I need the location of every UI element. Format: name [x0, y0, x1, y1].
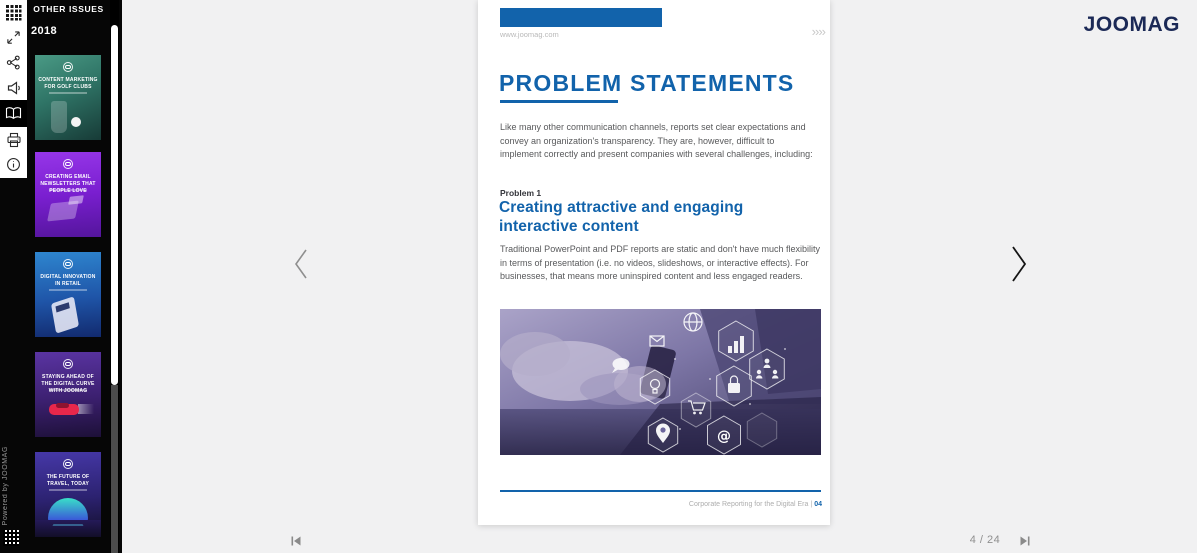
footer-text: Corporate Reporting for the Digital Era: [688, 501, 809, 508]
issues-sidebar: [0, 0, 122, 553]
page-counter: 4 / 24: [969, 534, 1001, 546]
issue-subtitle-line: [49, 289, 87, 291]
joomag-logo[interactable]: JOOMAG: [1083, 13, 1180, 36]
reading-mode-button[interactable]: [0, 100, 27, 127]
share-icon: [6, 55, 21, 70]
issue-subtitle-line: [49, 389, 87, 391]
cover-art-glass: [51, 101, 67, 133]
issue-title: DIGITAL INNOVATION IN RETAIL: [40, 274, 96, 287]
cover-art-red-car: [49, 404, 79, 415]
pages-grid-button[interactable]: [0, 0, 27, 25]
issue-title: THE FUTURE OF TRAVEL, TODAY: [46, 474, 90, 487]
prev-page-button[interactable]: [292, 246, 310, 285]
issue-thumbnail-email-newsletters[interactable]: [35, 152, 101, 237]
cover-art-envelope-small: [68, 195, 84, 204]
issue-thumbnail-digital-retail[interactable]: [35, 252, 101, 337]
chevron-left-icon: [292, 270, 310, 285]
sound-icon: [6, 80, 22, 96]
cover-art-headlight-beam: [78, 404, 94, 414]
printer-icon: [6, 132, 22, 148]
page-header-bar: [500, 8, 662, 27]
magazine-page: [478, 0, 830, 525]
issue-title: STAYING AHEAD OF THE DIGITAL CURVE WITH JOOMAG: [41, 374, 95, 394]
info-button[interactable]: [0, 152, 27, 177]
sidebar-scrollbar[interactable]: [110, 0, 119, 553]
problem-title: Creating attractive and engaging interactive content: [499, 199, 744, 235]
scrollbar-track-lower: [111, 385, 118, 553]
issue-thumbnail-future-of-travel[interactable]: [35, 452, 101, 537]
cover-art-road: [35, 520, 101, 537]
fullscreen-icon: [6, 30, 21, 45]
issue-logo-icon: [63, 62, 73, 72]
issue-logo-icon: [63, 359, 73, 369]
open-book-icon: [5, 106, 22, 121]
issues-year-label: 2018: [31, 25, 58, 37]
sound-button[interactable]: [0, 75, 27, 100]
cover-art-golf-ball: [71, 117, 81, 127]
page-title: PROBLEM STATEMENTS: [499, 70, 795, 96]
last-page-button[interactable]: [1019, 535, 1031, 550]
footer-page-number: 04: [814, 501, 822, 508]
footer-rule: [500, 490, 821, 492]
svg-text:@: @: [717, 428, 731, 445]
problem-label: Problem 1: [500, 188, 542, 198]
fullscreen-button[interactable]: [0, 25, 27, 50]
issue-thumbnail-golf-clubs[interactable]: [35, 55, 101, 140]
skip-to-last-icon: [1019, 535, 1031, 550]
issue-logo-icon: [63, 259, 73, 269]
print-button[interactable]: [0, 127, 27, 152]
issue-title: CREATING EMAIL NEWSLETTERS THAT PEOPLE LOVE: [40, 174, 96, 194]
viewer-toolbar: [0, 0, 27, 178]
info-icon: [6, 157, 21, 172]
title-underline: [500, 100, 618, 103]
article-photo: [500, 309, 821, 455]
cover-art-register: [51, 296, 79, 333]
page-chevrons-decoration: ››››: [811, 24, 825, 39]
pages-grid-icon: [5, 4, 22, 21]
chevron-right-icon: [1008, 272, 1030, 287]
issue-title: CONTENT MARKETING FOR GOLF CLUBS: [38, 77, 98, 90]
first-page-button[interactable]: [290, 535, 302, 550]
skip-to-first-icon: [290, 535, 302, 550]
share-button[interactable]: [0, 50, 27, 75]
issue-subtitle-line: [49, 189, 87, 191]
problem-body-paragraph: Traditional PowerPoint and PDF reports are static and don't have much flexibility in terms of presentation (i.e. no videos, slideshows, or interactive effects). For businesses, that means more uninspired content and less engaged readers.: [500, 244, 821, 282]
footer-separator: |: [810, 501, 813, 508]
page-footer: [689, 501, 822, 508]
other-issues-header: OTHER ISSUES: [33, 4, 104, 14]
powered-by-label: Powered by JOOMAG: [2, 445, 9, 525]
qr-code: [3, 530, 19, 546]
issue-subtitle-line: [49, 489, 87, 491]
intro-paragraph: Like many other communication channels, reports set clear expectations and convey an organization's transparency. They are, however, difficult to implement correctly and present companies with several challenges, including:: [500, 122, 813, 160]
issue-subtitle-line: [49, 92, 87, 94]
site-url: www.joomag.com: [500, 30, 559, 39]
issue-logo-icon: [63, 159, 73, 169]
issue-logo-icon: [63, 459, 73, 469]
scrollbar-thumb[interactable]: [111, 25, 118, 385]
next-page-button[interactable]: [1008, 244, 1030, 287]
issue-thumbnail-digital-curve[interactable]: [35, 352, 101, 437]
